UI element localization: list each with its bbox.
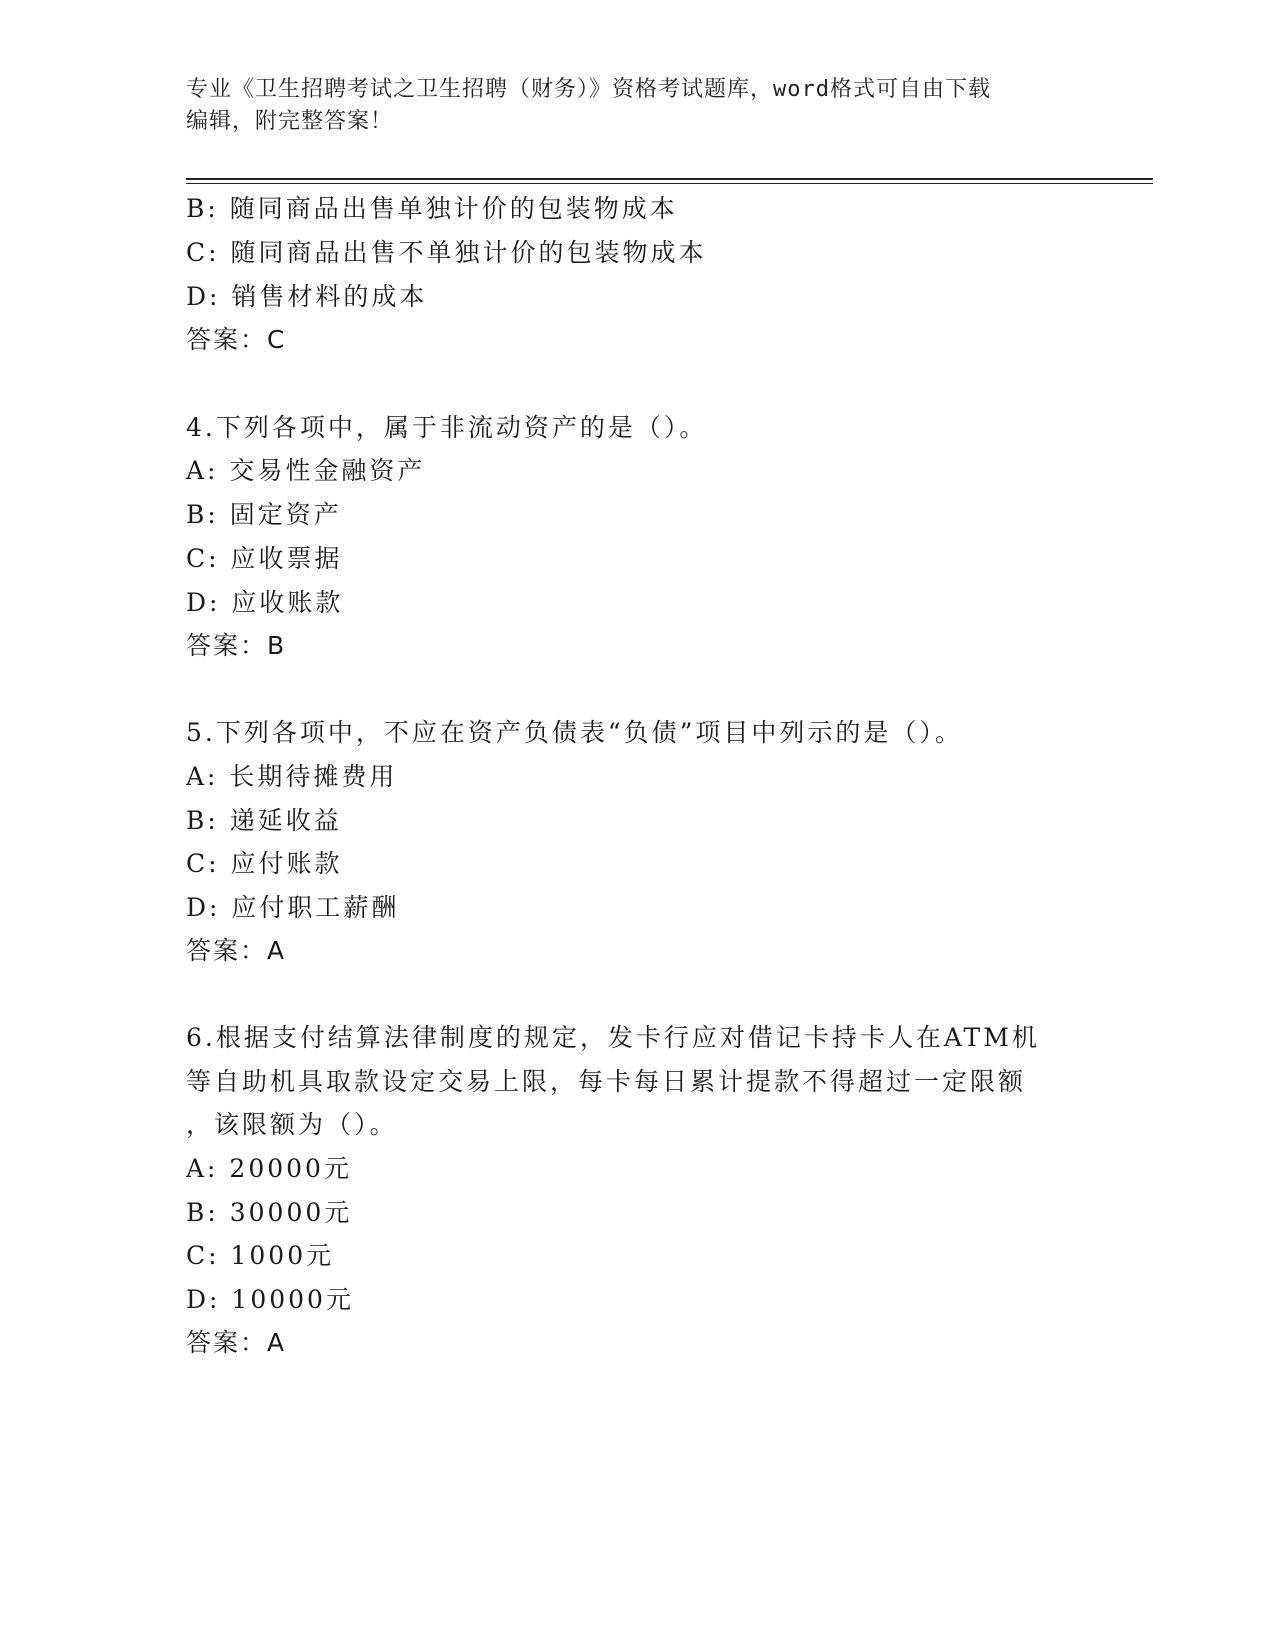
q4-option-b: B: 固定资产 <box>186 500 342 529</box>
q3-option-b: B: 随同商品出售单独计价的包装物成本 <box>186 194 678 223</box>
q4-option-a: A: 交易性金融资产 <box>186 456 426 485</box>
q6-option-a: A: 20000元 <box>186 1154 352 1183</box>
q3-option-c: C: 随同商品出售不单独计价的包装物成本 <box>186 238 707 267</box>
q4-option-c: C: 应收票据 <box>186 544 343 573</box>
q6-stem-line-3: ，该限额为（）。 <box>186 1110 398 1139</box>
q5-option-b: B: 递延收益 <box>186 806 342 835</box>
q3-answer: 答案：C <box>186 325 287 354</box>
q6-option-c: C: 1000元 <box>186 1241 335 1270</box>
q5-option-a: A: 长期待摊费用 <box>186 762 398 791</box>
q5-option-c: C: 应付账款 <box>186 849 343 878</box>
q6-stem-line-1: 6.根据支付结算法律制度的规定，发卡行应对借记卡持卡人在ATM机 <box>186 1023 1040 1052</box>
document-header <box>186 74 1086 138</box>
q6-answer: 答案：A <box>186 1328 287 1357</box>
q4-stem: 4.下列各项中，属于非流动资产的是（）。 <box>186 413 708 442</box>
q6-option-b: B: 30000元 <box>186 1198 353 1227</box>
q5-stem: 5.下列各项中，不应在资产负债表“负债”项目中列示的是（）。 <box>186 718 963 747</box>
q6-stem-line-2: 等自助机具取款设定交易上限，每卡每日累计提款不得超过一定限额 <box>186 1067 1027 1096</box>
header-divider-thin <box>186 183 1153 184</box>
q5-option-d: D: 应付职工薪酬 <box>186 893 400 922</box>
q4-option-d: D: 应收账款 <box>186 588 344 617</box>
q4-answer: 答案：B <box>186 631 287 660</box>
header-line-1: 专业《卫生招聘考试之卫生招聘（财务）》资格考试题库，word格式可自由下载 <box>186 77 991 102</box>
q6-option-d: D: 10000元 <box>186 1285 354 1314</box>
header-line-2: 编辑，附完整答案！ <box>186 109 394 134</box>
q5-answer: 答案：A <box>186 936 287 965</box>
header-divider <box>186 178 1153 180</box>
q3-option-d: D: 销售材料的成本 <box>186 282 428 311</box>
